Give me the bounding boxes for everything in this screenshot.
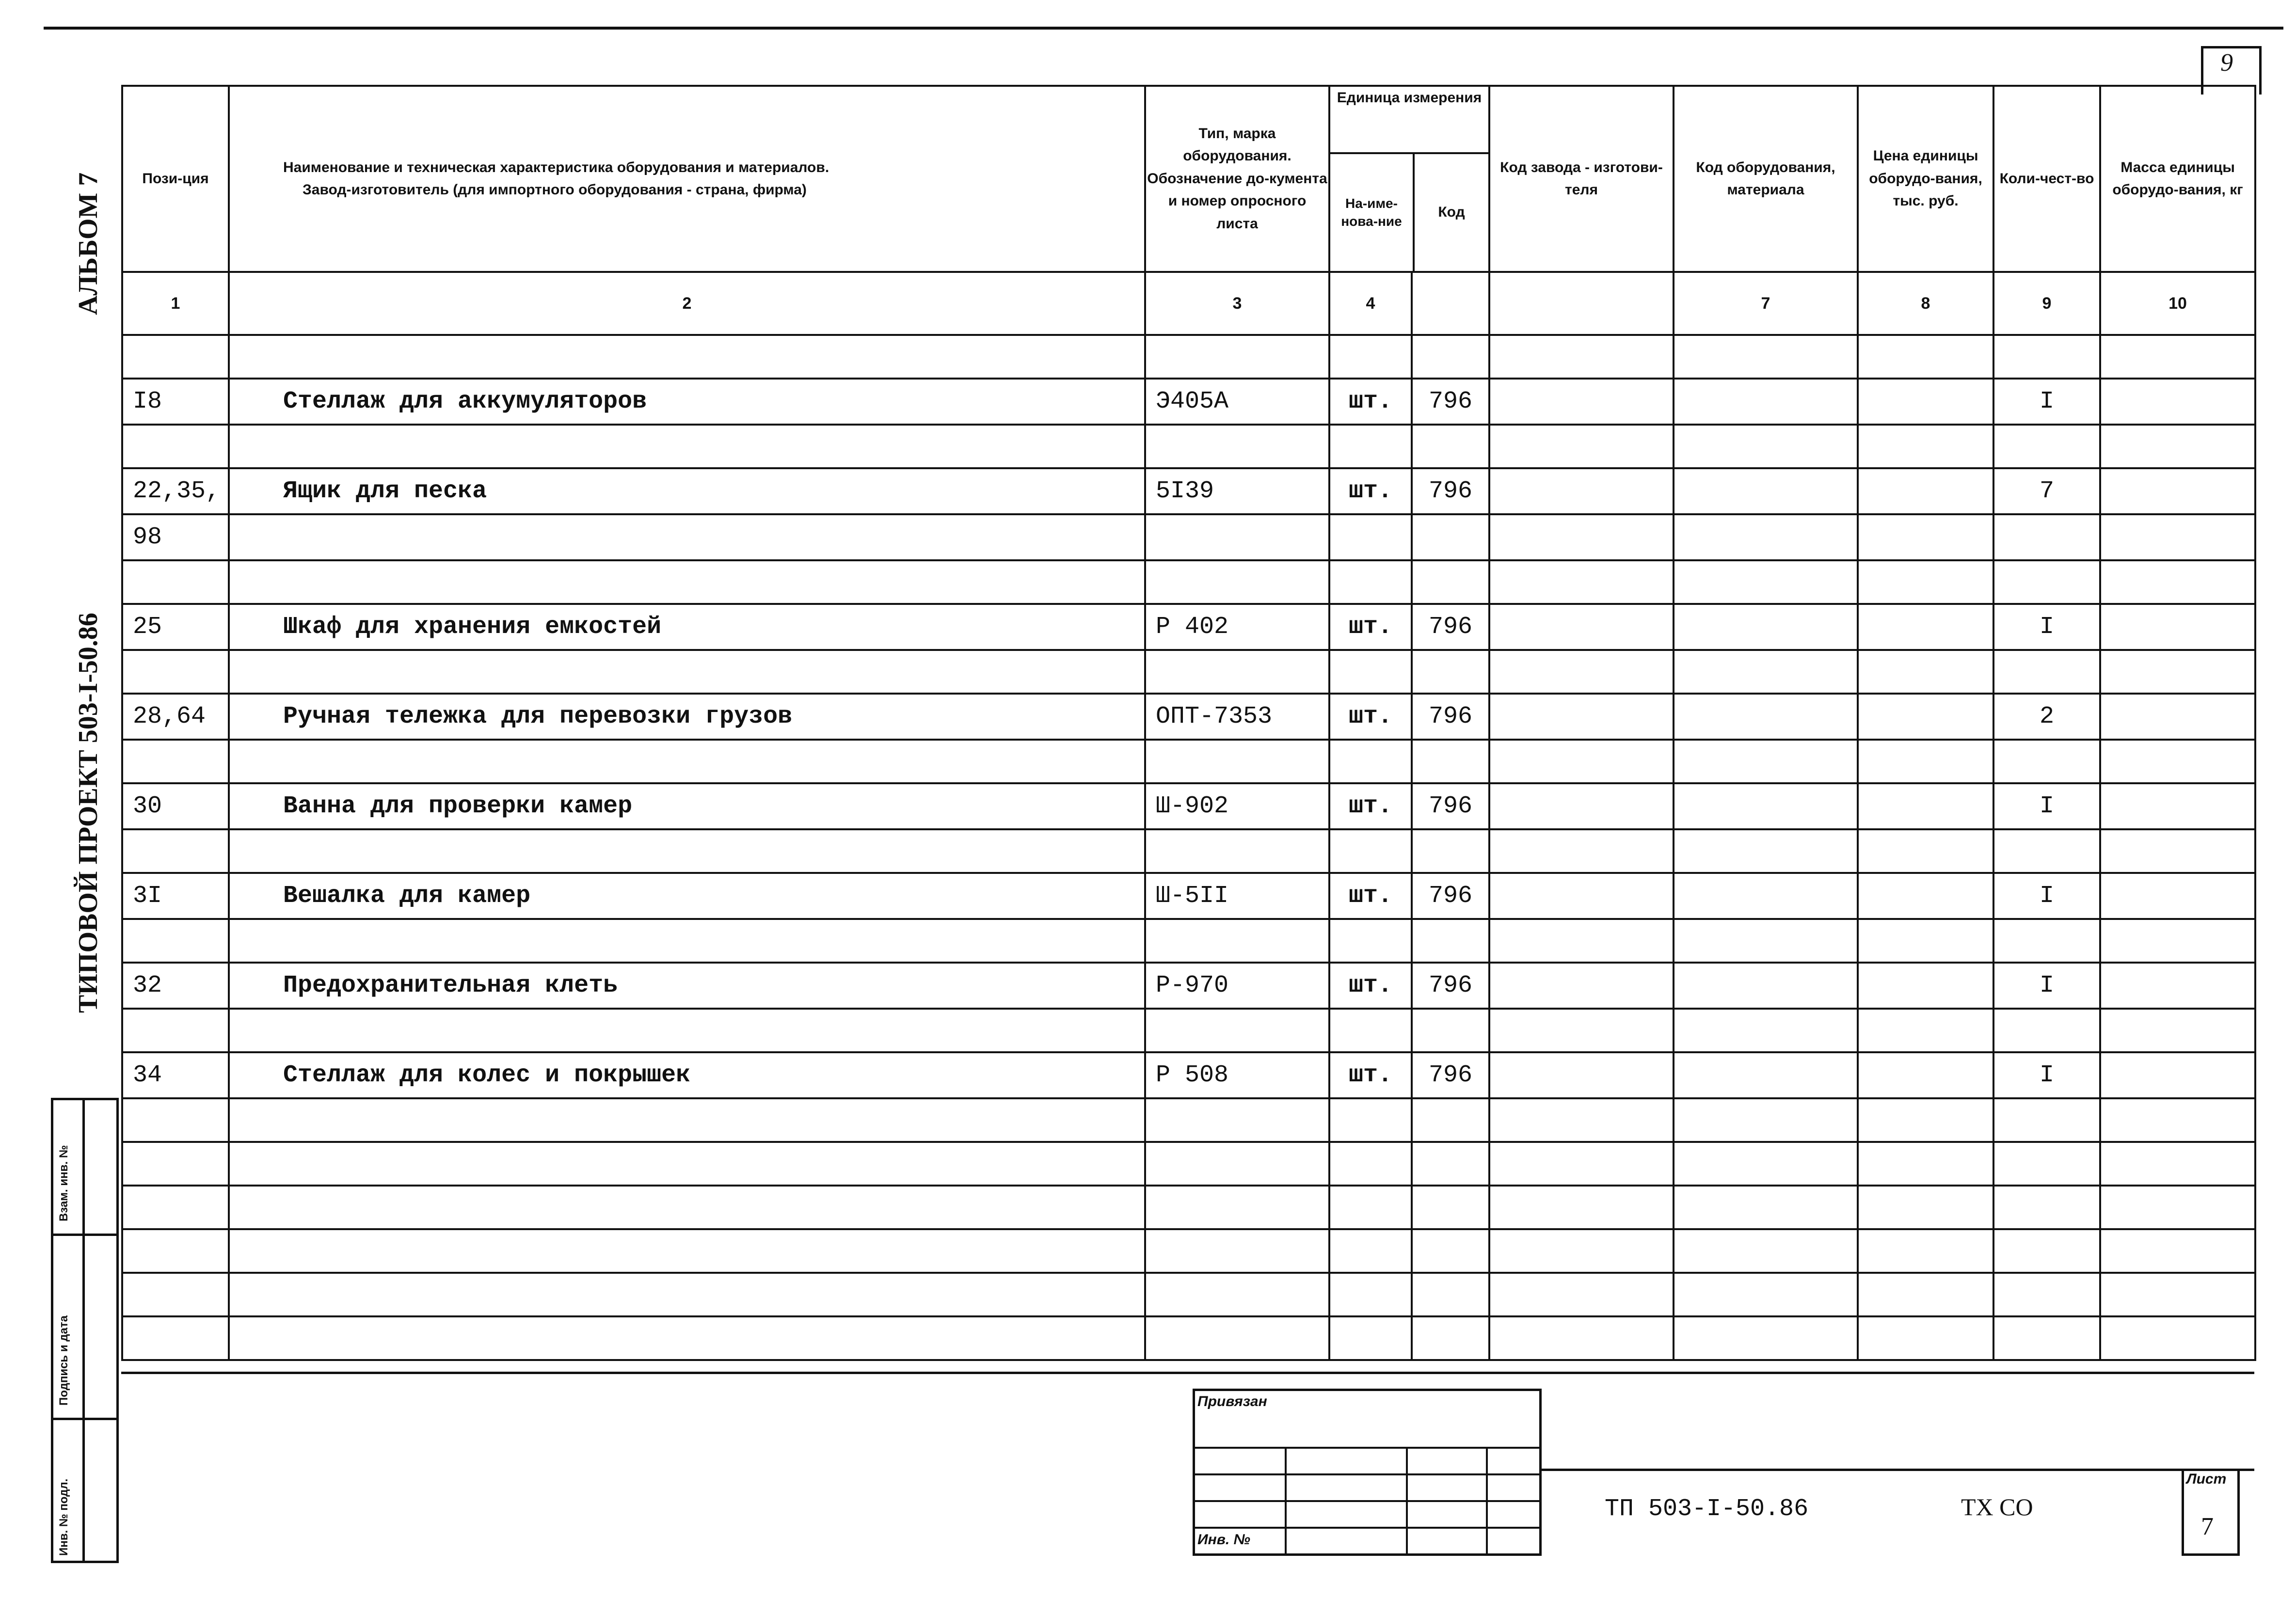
price-cell — [1858, 1052, 1993, 1098]
unit-cell: шт. — [1329, 468, 1412, 514]
empty-cell — [1145, 1009, 1329, 1052]
linkage-line — [1406, 1447, 1408, 1556]
equipment-code-cell — [1674, 694, 1858, 740]
plant-code-cell — [1489, 604, 1674, 650]
plant-code-cell — [1489, 514, 1674, 560]
type-cell: Ш-5II — [1145, 873, 1329, 919]
spacer-row — [122, 1142, 2255, 1186]
plant-code-cell — [1489, 1052, 1674, 1098]
empty-cell — [229, 1316, 1145, 1360]
empty-cell — [1145, 1186, 1329, 1229]
unit-cell: шт. — [1329, 873, 1412, 919]
mass-cell — [2100, 694, 2255, 740]
table-row — [122, 783, 2255, 829]
equipment-code-cell — [1674, 873, 1858, 919]
type-cell: Р 402 — [1145, 604, 1329, 650]
empty-cell — [1674, 650, 1858, 694]
empty-cell — [122, 650, 229, 694]
empty-cell — [2100, 1009, 2255, 1052]
empty-cell — [1674, 829, 1858, 873]
empty-cell — [1412, 425, 1489, 468]
empty-cell — [1993, 919, 2100, 963]
empty-cell — [1145, 740, 1329, 783]
empty-cell — [2100, 919, 2255, 963]
empty-cell — [1329, 1142, 1412, 1186]
quantity-cell: I — [1993, 379, 2100, 425]
stamp-divider — [51, 1418, 119, 1420]
table-row — [122, 1052, 2255, 1098]
empty-cell — [229, 1009, 1145, 1052]
equipment-code-cell — [1674, 379, 1858, 425]
empty-cell — [2100, 1316, 2255, 1360]
position-cell: I8 — [122, 379, 229, 425]
type-cell: Ш-902 — [1145, 783, 1329, 829]
empty-cell — [1145, 1273, 1329, 1316]
empty-cell — [1489, 1316, 1674, 1360]
empty-cell — [229, 650, 1145, 694]
stamp-label-inventory: Инв. № подл. — [57, 1478, 70, 1556]
type-cell: Р-970 — [1145, 963, 1329, 1009]
empty-cell — [1993, 1273, 2100, 1316]
header-unit-name: На-име-нова-ние — [1330, 154, 1415, 271]
spacer-row — [122, 425, 2255, 468]
linked-label: Привязан — [1197, 1393, 1267, 1409]
type-cell: Р 508 — [1145, 1052, 1329, 1098]
plant-code-cell — [1489, 694, 1674, 740]
empty-cell — [1145, 560, 1329, 604]
empty-cell — [1412, 1186, 1489, 1229]
empty-cell — [1412, 1316, 1489, 1360]
empty-cell — [1145, 1229, 1329, 1273]
header-unit-group — [1329, 86, 1489, 272]
empty-cell — [1674, 919, 1858, 963]
table-row — [122, 604, 2255, 650]
empty-cell — [1674, 425, 1858, 468]
position-cell: 28,64 — [122, 694, 229, 740]
mass-cell — [2100, 514, 2255, 560]
empty-cell — [1489, 1142, 1674, 1186]
empty-cell — [1858, 1009, 1993, 1052]
empty-cell — [1329, 740, 1412, 783]
empty-cell — [1329, 1229, 1412, 1273]
spacer-row — [122, 335, 2255, 379]
empty-cell — [1329, 1009, 1412, 1052]
spacer-row — [122, 650, 2255, 694]
price-cell — [1858, 379, 1993, 425]
empty-cell — [1993, 1229, 2100, 1273]
column-number: 8 — [1858, 272, 1993, 335]
empty-cell — [1858, 650, 1993, 694]
table-row — [122, 468, 2255, 514]
linkage-line — [1486, 1447, 1488, 1556]
header-unit-code: Код — [1438, 204, 1465, 221]
empty-cell — [122, 740, 229, 783]
unit-code-cell: 796 — [1412, 468, 1489, 514]
mass-cell — [2100, 783, 2255, 829]
table-row — [122, 963, 2255, 1009]
empty-cell — [1858, 919, 1993, 963]
empty-cell — [1489, 1273, 1674, 1316]
stamp-label-replacement: Взам. инв. № — [57, 1145, 70, 1221]
empty-cell — [122, 919, 229, 963]
mass-cell — [2100, 963, 2255, 1009]
mass-cell — [2100, 468, 2255, 514]
header-unit-title: Единица измерения — [1330, 87, 1488, 154]
empty-cell — [122, 425, 229, 468]
header-plant-code: Код завода - изготови-теля — [1489, 86, 1674, 272]
mass-cell — [2100, 1052, 2255, 1098]
empty-cell — [2100, 1229, 2255, 1273]
table-row — [122, 873, 2255, 919]
empty-cell — [1412, 650, 1489, 694]
spacer-row — [122, 1098, 2255, 1142]
plant-code-cell — [1489, 379, 1674, 425]
empty-cell — [122, 1316, 229, 1360]
empty-cell — [229, 560, 1145, 604]
stamp-divider — [51, 1234, 119, 1236]
equipment-code-cell — [1674, 604, 1858, 650]
empty-cell — [1329, 1098, 1412, 1142]
empty-cell — [1329, 425, 1412, 468]
empty-cell — [122, 1142, 229, 1186]
spacer-row — [122, 740, 2255, 783]
empty-cell — [1329, 829, 1412, 873]
column-number — [1412, 272, 1489, 335]
sheet-label: Лист — [2186, 1471, 2227, 1487]
unit-code-cell — [1412, 514, 1489, 560]
header-unit-mass: Масса единицы оборудо-вания, кг — [2100, 86, 2255, 272]
empty-cell — [1993, 1142, 2100, 1186]
empty-cell — [1674, 1229, 1858, 1273]
column-number — [1489, 272, 1674, 335]
spacer-row — [122, 1186, 2255, 1229]
empty-cell — [2100, 1098, 2255, 1142]
price-cell — [1858, 694, 1993, 740]
quantity-cell: I — [1993, 873, 2100, 919]
type-cell: ОПТ-7353 — [1145, 694, 1329, 740]
empty-cell — [1489, 1009, 1674, 1052]
quantity-cell: I — [1993, 1052, 2100, 1098]
table-row — [122, 379, 2255, 425]
empty-cell — [229, 829, 1145, 873]
empty-cell — [1489, 1098, 1674, 1142]
column-number-row — [122, 272, 2255, 335]
empty-cell — [1858, 1229, 1993, 1273]
empty-cell — [1489, 740, 1674, 783]
unit-cell: шт. — [1329, 604, 1412, 650]
empty-cell — [1145, 1316, 1329, 1360]
empty-cell — [1145, 829, 1329, 873]
empty-cell — [1412, 829, 1489, 873]
empty-cell — [2100, 1186, 2255, 1229]
empty-cell — [1858, 1142, 1993, 1186]
document-section: ТХ СО — [1961, 1493, 2033, 1520]
linkage-line — [1193, 1447, 1542, 1449]
unit-code-cell: 796 — [1412, 1052, 1489, 1098]
empty-cell — [1489, 650, 1674, 694]
equipment-code-cell — [1674, 1052, 1858, 1098]
type-cell: Э405А — [1145, 379, 1329, 425]
empty-cell — [2100, 425, 2255, 468]
empty-cell — [1489, 829, 1674, 873]
empty-cell — [1674, 1186, 1858, 1229]
project-label: ТИПОВОЙ ПРОЕКТ 503-I-50.86 — [73, 613, 103, 1013]
table-row — [122, 694, 2255, 740]
quantity-cell: I — [1993, 963, 2100, 1009]
document-code: ТП 503-I-50.86 — [1605, 1495, 1809, 1523]
unit-cell: шт. — [1329, 379, 1412, 425]
empty-cell — [1858, 1316, 1993, 1360]
unit-cell: шт. — [1329, 963, 1412, 1009]
equipment-code-cell — [1674, 963, 1858, 1009]
column-number: 9 — [1993, 272, 2100, 335]
header-unit-price: Цена единицы оборудо-вания, тыс. руб. — [1858, 86, 1993, 272]
empty-cell — [229, 740, 1145, 783]
empty-cell — [229, 1229, 1145, 1273]
name-cell: Ручная тележка для перевозки грузов — [229, 694, 1145, 740]
empty-cell — [1145, 425, 1329, 468]
empty-cell — [1329, 1186, 1412, 1229]
header-position: Пози-ция — [122, 86, 229, 272]
equipment-code-cell — [1674, 468, 1858, 514]
plant-code-cell — [1489, 468, 1674, 514]
inventory-label: Инв. № — [1197, 1532, 1250, 1548]
empty-cell — [2100, 829, 2255, 873]
empty-cell — [1858, 1186, 1993, 1229]
empty-cell — [1993, 425, 2100, 468]
empty-cell — [1674, 740, 1858, 783]
empty-cell — [122, 1273, 229, 1316]
name-cell: Стеллаж для колес и покрышек — [229, 1052, 1145, 1098]
empty-cell — [1145, 919, 1329, 963]
unit-code-cell: 796 — [1412, 963, 1489, 1009]
spacer-row — [122, 919, 2255, 963]
position-cell: 22,35, — [122, 468, 229, 514]
empty-cell — [1412, 1229, 1489, 1273]
empty-cell — [2100, 650, 2255, 694]
equipment-code-cell — [1674, 514, 1858, 560]
quantity-cell: I — [1993, 604, 2100, 650]
empty-cell — [1858, 560, 1993, 604]
mass-cell — [2100, 379, 2255, 425]
linkage-block — [1193, 1389, 1542, 1556]
name-cell: Ванна для проверки камер — [229, 783, 1145, 829]
empty-cell — [1993, 829, 2100, 873]
stamp-label-signature: Подпись и дата — [57, 1315, 70, 1406]
specification-table — [121, 85, 2256, 1361]
position-cell: 98 — [122, 514, 229, 560]
unit-code-cell: 796 — [1412, 694, 1489, 740]
unit-code-cell: 796 — [1412, 604, 1489, 650]
empty-cell — [1489, 560, 1674, 604]
header-quantity: Коли-чест-во — [1993, 86, 2100, 272]
header-unit-sub — [1330, 154, 1488, 271]
empty-cell — [1489, 1186, 1674, 1229]
empty-cell — [1412, 740, 1489, 783]
name-cell: Ящик для песка — [229, 468, 1145, 514]
name-cell: Вешалка для камер — [229, 873, 1145, 919]
empty-cell — [1674, 1098, 1858, 1142]
plant-code-cell — [1489, 783, 1674, 829]
position-cell: 32 — [122, 963, 229, 1009]
empty-cell — [1858, 1098, 1993, 1142]
data-rows — [122, 379, 2255, 1360]
header-name-line1: Наименование и техническая характеристика оборудования и материалов. — [283, 159, 829, 175]
price-cell — [1858, 963, 1993, 1009]
empty-cell — [1412, 919, 1489, 963]
mass-cell — [2100, 604, 2255, 650]
price-cell — [1858, 604, 1993, 650]
empty-cell — [1993, 740, 2100, 783]
linkage-line — [1193, 1527, 1542, 1529]
empty-cell — [1489, 919, 1674, 963]
empty-cell — [122, 1186, 229, 1229]
empty-cell — [1674, 1273, 1858, 1316]
empty-cell — [122, 560, 229, 604]
sheet-number: 7 — [2201, 1513, 2214, 1540]
table-row — [122, 514, 2255, 560]
empty-cell — [1674, 560, 1858, 604]
empty-cell — [1412, 560, 1489, 604]
plant-code-cell — [1489, 873, 1674, 919]
empty-cell — [1993, 1316, 2100, 1360]
name-cell: Стеллаж для аккумуляторов — [229, 379, 1145, 425]
empty-cell — [1412, 1098, 1489, 1142]
spacer-row — [122, 829, 2255, 873]
empty-cell — [1674, 1009, 1858, 1052]
position-cell: 34 — [122, 1052, 229, 1098]
unit-code-cell: 796 — [1412, 379, 1489, 425]
header-equipment-code: Код оборудования, материала — [1674, 86, 1858, 272]
spacer-row — [122, 560, 2255, 604]
spacer-row — [122, 1273, 2255, 1316]
empty-cell — [229, 1098, 1145, 1142]
title-block-line — [1542, 1469, 2254, 1471]
empty-cell — [1489, 1229, 1674, 1273]
unit-code-cell: 796 — [1412, 873, 1489, 919]
empty-cell — [2100, 560, 2255, 604]
column-number: 4 — [1329, 272, 1412, 335]
empty-cell — [1858, 425, 1993, 468]
empty-cell — [1674, 1142, 1858, 1186]
unit-code-cell: 796 — [1412, 783, 1489, 829]
empty-cell — [2100, 740, 2255, 783]
unit-cell — [1329, 514, 1412, 560]
empty-cell — [2100, 1142, 2255, 1186]
empty-cell — [1489, 425, 1674, 468]
column-number: 10 — [2100, 272, 2255, 335]
spacer-row — [122, 1316, 2255, 1360]
empty-cell — [2100, 1273, 2255, 1316]
linkage-line — [1193, 1473, 1542, 1475]
quantity-cell — [1993, 514, 2100, 560]
empty-cell — [229, 1186, 1145, 1229]
unit-cell: шт. — [1329, 694, 1412, 740]
type-cell: 5I39 — [1145, 468, 1329, 514]
column-number: 1 — [122, 272, 229, 335]
empty-cell — [1329, 1273, 1412, 1316]
empty-cell — [1993, 650, 2100, 694]
empty-cell — [1329, 1316, 1412, 1360]
spacer-row — [122, 1009, 2255, 1052]
header-name — [229, 86, 1145, 272]
empty-cell — [1858, 829, 1993, 873]
linkage-line — [1193, 1500, 1542, 1502]
mass-cell — [2100, 873, 2255, 919]
empty-cell — [122, 1009, 229, 1052]
empty-cell — [1145, 650, 1329, 694]
position-cell: 30 — [122, 783, 229, 829]
column-number: 3 — [1145, 272, 1329, 335]
empty-cell — [1993, 1009, 2100, 1052]
empty-cell — [229, 919, 1145, 963]
bottom-separator — [121, 1372, 2254, 1374]
empty-cell — [1858, 740, 1993, 783]
quantity-cell: I — [1993, 783, 2100, 829]
header-row — [122, 86, 2255, 272]
unit-cell: шт. — [1329, 1052, 1412, 1098]
empty-cell — [122, 829, 229, 873]
stamp-divider — [82, 1098, 85, 1563]
empty-cell — [1329, 650, 1412, 694]
empty-cell — [1329, 919, 1412, 963]
quantity-cell: 7 — [1993, 468, 2100, 514]
header-name-line2: Завод-изготовитель (для импортного оборудования - страна, фирма) — [303, 182, 807, 198]
page-number: 9 — [2220, 49, 2233, 77]
empty-cell — [1329, 560, 1412, 604]
unit-cell: шт. — [1329, 783, 1412, 829]
empty-cell — [1993, 1186, 2100, 1229]
plant-code-cell — [1489, 963, 1674, 1009]
spacer-row — [122, 1229, 2255, 1273]
empty-cell — [229, 1273, 1145, 1316]
empty-cell — [1412, 1142, 1489, 1186]
name-cell: Шкаф для хранения емкостей — [229, 604, 1145, 650]
top-rule — [44, 27, 2283, 30]
position-cell: 25 — [122, 604, 229, 650]
empty-cell — [1412, 1273, 1489, 1316]
price-cell — [1858, 468, 1993, 514]
column-number: 2 — [229, 272, 1145, 335]
empty-cell — [1674, 1316, 1858, 1360]
empty-cell — [1993, 560, 2100, 604]
empty-cell — [122, 1098, 229, 1142]
position-cell: 3I — [122, 873, 229, 919]
empty-cell — [1145, 1142, 1329, 1186]
empty-cell — [1412, 1009, 1489, 1052]
equipment-code-cell — [1674, 783, 1858, 829]
empty-cell — [122, 1229, 229, 1273]
price-cell — [1858, 514, 1993, 560]
empty-cell — [229, 425, 1145, 468]
name-cell — [229, 514, 1145, 560]
price-cell — [1858, 873, 1993, 919]
header-type: Тип, марка оборудования. Обозначение до-кумента и номер опросного листа — [1145, 86, 1329, 272]
empty-cell — [1993, 1098, 2100, 1142]
album-label: АЛЬБОМ 7 — [73, 172, 103, 315]
empty-cell — [229, 1142, 1145, 1186]
linkage-line — [1285, 1447, 1287, 1556]
column-number: 7 — [1674, 272, 1858, 335]
empty-cell — [1145, 1098, 1329, 1142]
empty-cell — [1858, 1273, 1993, 1316]
type-cell — [1145, 514, 1329, 560]
name-cell: Предохранительная клеть — [229, 963, 1145, 1009]
quantity-cell: 2 — [1993, 694, 2100, 740]
price-cell — [1858, 783, 1993, 829]
